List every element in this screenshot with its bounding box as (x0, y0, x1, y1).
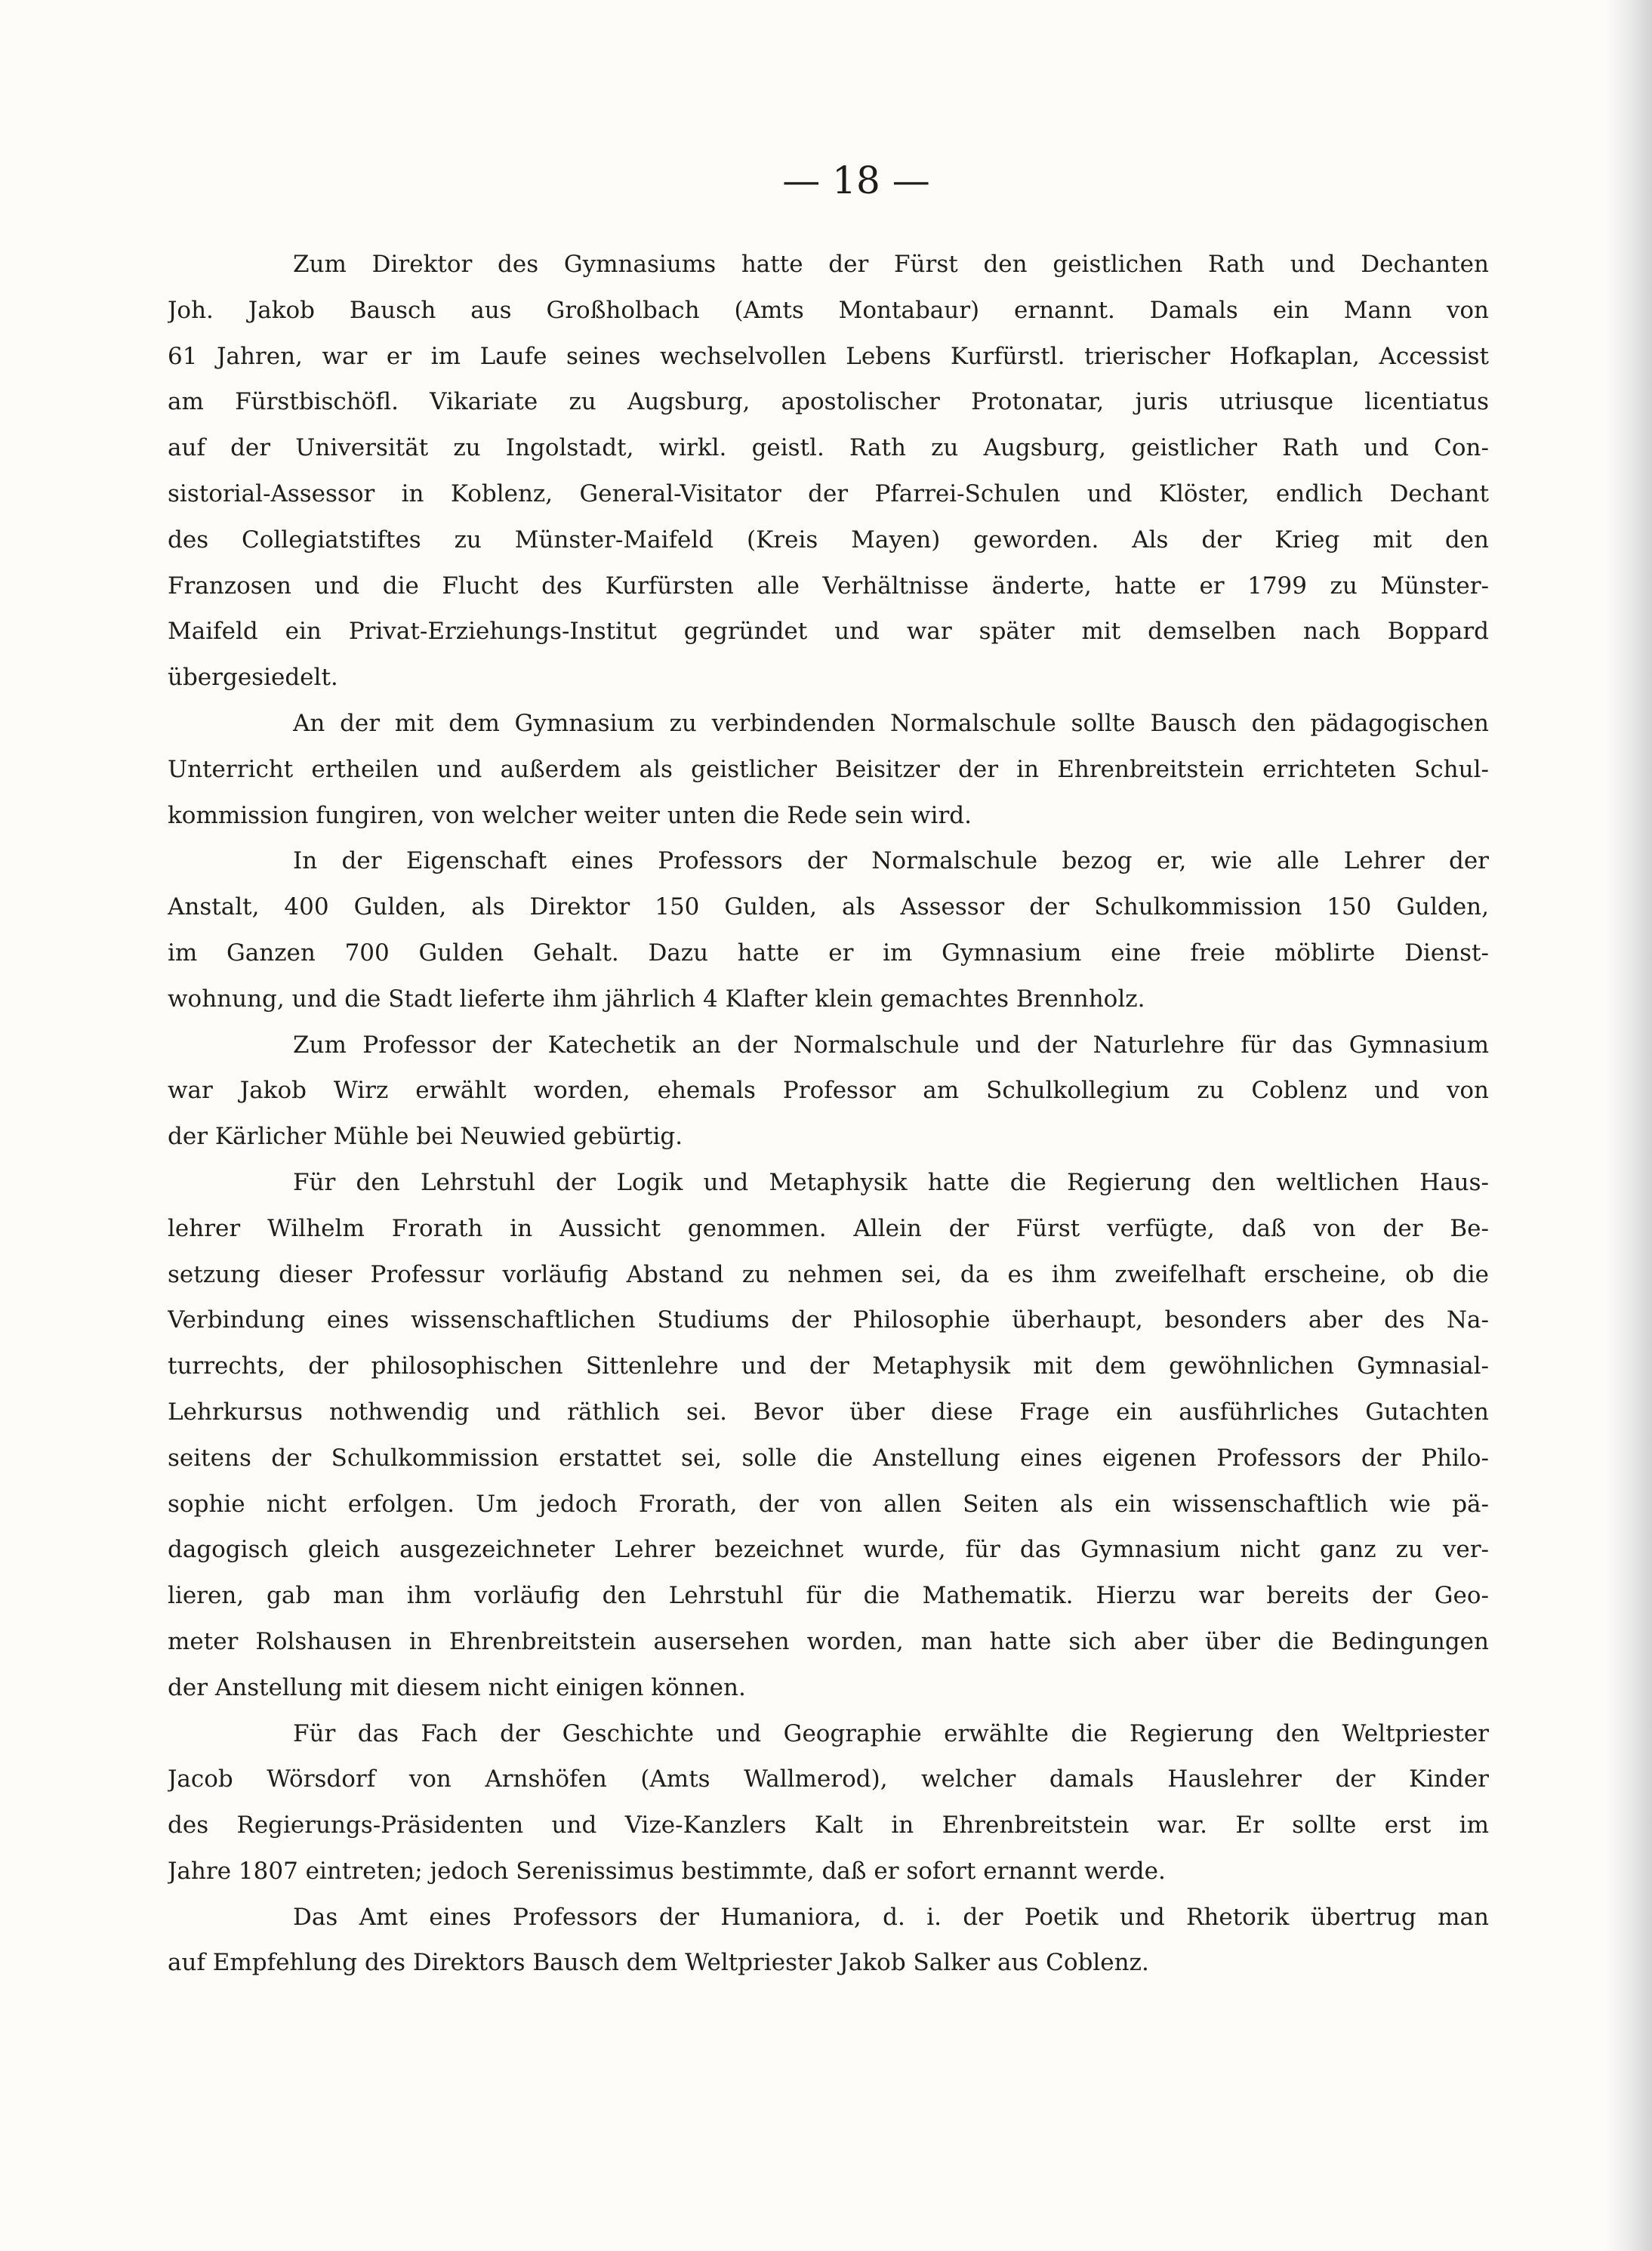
text-line: 61 Jahren, war er im Laufe seines wechselvollen Lebens Kurfürstl. trierischer Hofkaplan, Accessist (168, 342, 1489, 370)
text-line: Für das Fach der Geschichte und Geographie erwählte die Regierung den Weltpriester (293, 1719, 1489, 1747)
text-line: Joh. Jakob Bausch aus Großholbach (Amts Montabaur) ernannt. Damals ein Mann von (168, 296, 1489, 324)
text-line: des Collegiatstiftes zu Münster-Maifeld (Kreis Mayen) geworden. Als der Krieg mit den (168, 526, 1489, 553)
text-line: der Anstellung mit diesem nicht einigen können. (168, 1673, 746, 1701)
paragraph (168, 242, 1489, 701)
text-line: Franzosen und die Flucht des Kurfürsten alle Verhältnisse änderte, hatte er 1799 zu Münster- (168, 572, 1489, 600)
text-line: Anstalt, 400 Gulden, als Direktor 150 Gulden, als Assessor der Schulkommission 150 Gulden, (168, 893, 1489, 921)
text-line: Verbindung eines wissenschaftlichen Studiums der Philosophie überhaupt, besonders aber des Na- (168, 1306, 1489, 1334)
text-line: Zum Professor der Katechetik an der Normalschule und der Naturlehre für das Gymnasium (293, 1031, 1489, 1059)
paragraph (168, 1895, 1489, 1987)
text-line: seitens der Schulkommission erstattet sei, solle die Anstellung eines eigenen Professors der Philo- (168, 1444, 1489, 1472)
text-line: Unterricht ertheilen und außerdem als geistlicher Beisitzer der in Ehrenbreitstein errichteten Schul- (168, 755, 1489, 783)
paragraph (168, 1022, 1489, 1160)
paragraph (168, 1711, 1489, 1895)
text-line: auf der Universität zu Ingolstadt, wirkl. geistl. Rath zu Augsburg, geistlicher Rath und Con- (168, 434, 1489, 462)
text-line: wohnung, und die Stadt lieferte ihm jährlich 4 Klafter klein gemachtes Brennholz. (168, 985, 1145, 1013)
text-line: am Fürstbischöfl. Vikariate zu Augsburg, apostolischer Protonatar, juris utriusque licentiatus (168, 388, 1489, 416)
text-line: In der Eigenschaft eines Professors der Normalschule bezog er, wie alle Lehrer der (293, 847, 1489, 875)
text-line: An der mit dem Gymnasium zu verbindenden Normalschule sollte Bausch den pädagogischen (293, 709, 1489, 737)
paragraph (168, 701, 1489, 838)
text-line: Lehrkursus nothwendig und räthlich sei. Bevor über diese Frage ein ausführliches Gutachten (168, 1398, 1489, 1426)
body-text (168, 242, 1489, 1986)
text-line: sistorial-Assessor in Koblenz, General-Visitator der Pfarrei-Schulen und Klöster, endlich Dechant (168, 479, 1489, 507)
text-line: Zum Direktor des Gymnasiums hatte der Fürst den geistlichen Rath und Dechanten (293, 251, 1489, 278)
text-line: Jacob Wörsdorf von Arnshöfen (Amts Wallmerod), welcher damals Hauslehrer der Kinder (168, 1765, 1489, 1793)
paragraph (168, 838, 1489, 1022)
text-line: setzung dieser Professur vorläufig Abstand zu nehmen sei, da es ihm zweifelhaft erscheine, ob die (168, 1260, 1489, 1288)
text-line: auf Empfehlung des Direktors Bausch dem Weltpriester Jakob Salker aus Coblenz. (168, 1949, 1149, 1977)
text-line: dagogisch gleich ausgezeichneter Lehrer bezeichnet wurde, für das Gymnasium nicht ganz zu ver- (168, 1536, 1489, 1564)
text-line: sophie nicht erfolgen. Um jedoch Frorath, der von allen Seiten als ein wissenschaftlich wie pä- (168, 1490, 1489, 1518)
paragraph (168, 1160, 1489, 1711)
text-line: lieren, gab man ihm vorläufig den Lehrstuhl für die Mathematik. Hierzu war bereits der Geo- (168, 1582, 1489, 1610)
text-line: lehrer Wilhelm Frorath in Aussicht genommen. Allein der Fürst verfügte, daß von der Be- (168, 1214, 1489, 1242)
text-line: war Jakob Wirz erwählt worden, ehemals Professor am Schulkollegium zu Coblenz und von (168, 1077, 1489, 1105)
text-line: Das Amt eines Professors der Humaniora, d. i. der Poetik und Rhetorik übertrug man (293, 1903, 1489, 1931)
text-line: meter Rolshausen in Ehrenbreitstein ausersehen worden, man hatte sich aber über die Bedingungen (168, 1627, 1489, 1655)
text-line: der Kärlicher Mühle bei Neuwied gebürtig. (168, 1123, 683, 1151)
text-line: turrechts, der philosophischen Sittenlehre und der Metaphysik mit dem gewöhnlichen Gymnasial- (168, 1352, 1489, 1380)
text-line: kommission fungiren, von welcher weiter unten die Rede sein wird. (168, 801, 972, 829)
page-number: — 18 — (782, 159, 930, 202)
text-line: im Ganzen 700 Gulden Gehalt. Dazu hatte er im Gymnasium eine freie möblirte Dienst- (168, 939, 1489, 967)
text-line: Für den Lehrstuhl der Logik und Metaphysik hatte die Regierung den weltlichen Haus- (293, 1168, 1489, 1196)
page-edge-shadow (1605, 0, 1652, 2251)
text-line: Jahre 1807 eintreten; jedoch Serenissimus bestimmte, daß er sofort ernannt werde. (168, 1857, 1166, 1885)
text-line: des Regierungs-Präsidenten und Vize-Kanzlers Kalt in Ehrenbreitstein war. Er sollte erst im (168, 1812, 1489, 1839)
text-line: Maifeld ein Privat-Erziehungs-Institut gegründet und war später mit demselben nach Boppard (168, 618, 1489, 646)
text-line: übergesiedelt. (168, 664, 338, 692)
